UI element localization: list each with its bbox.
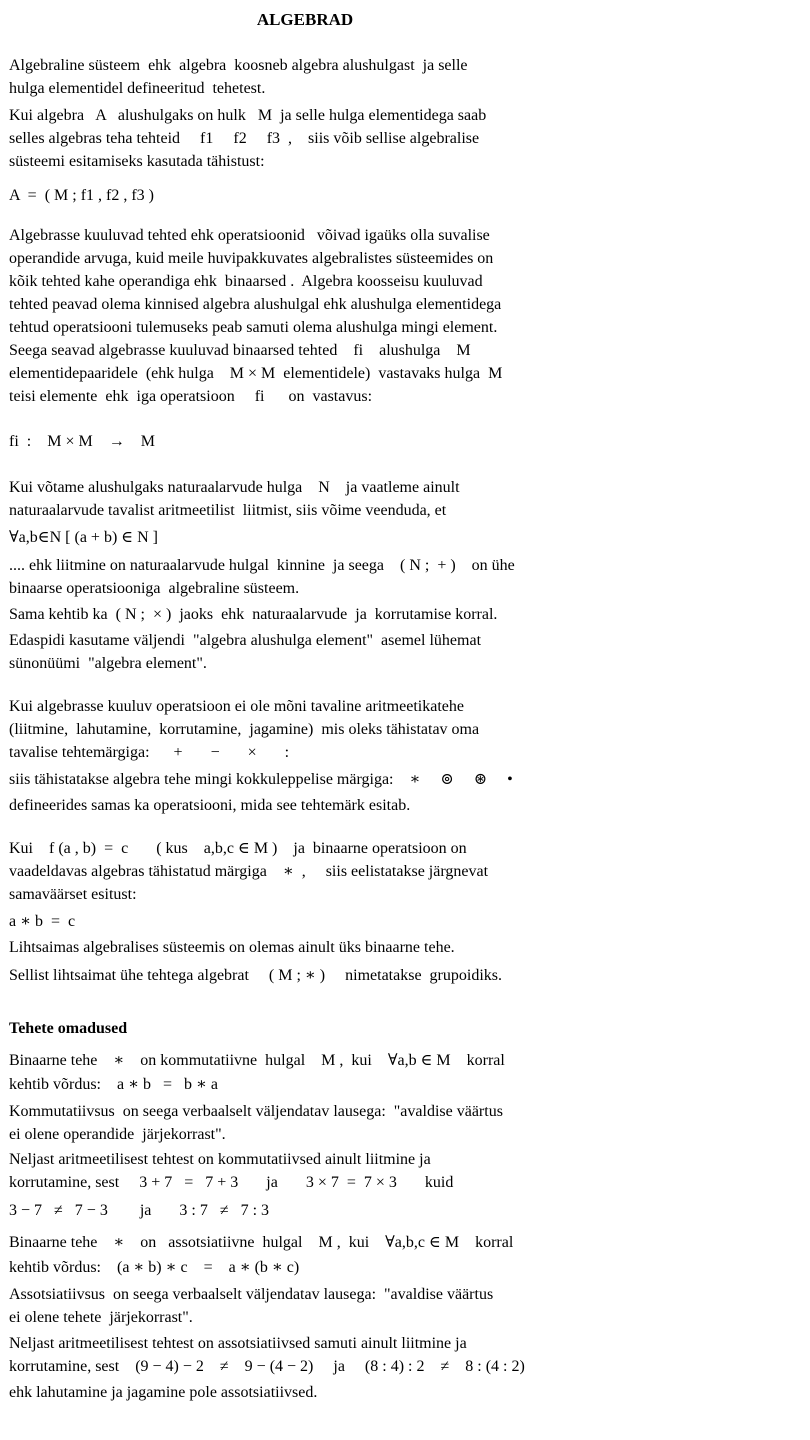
text-line: Seega seavad algebrasse kuuluvad binaarsed tehted fi alushulga M xyxy=(9,342,471,359)
text-line: selles algebras teha tehteid f1 f2 f3 , siis võib sellise algebralise xyxy=(9,130,480,147)
text-line: siis tähistatakse algebra tehe mingi kokkuleppelise märgiga: ∗ ⊚ ⊛ • xyxy=(9,771,513,788)
section-heading: Tehete omadused xyxy=(9,1020,128,1037)
text-line: kõik tehted kahe operandiga ehk binaarsed . Algebra koosseisu kuuluvad xyxy=(9,273,483,290)
text-line: naturaalarvude tavalist aritmeetilist liitmist, siis võime veenduda, et xyxy=(9,502,447,519)
text-line: samaväärset esitust: xyxy=(9,886,137,903)
text-line: teisi elemente ehk iga operatsioon fi on vastavus: xyxy=(9,388,373,405)
text-line: ei olene tehete järjekorrast". xyxy=(9,1309,193,1326)
text-line: Edaspidi kasutame väljendi "algebra alushulga element" asemel lühemat xyxy=(9,632,482,649)
text-line: a ∗ b = c xyxy=(9,913,76,930)
text-line: defineerides samas ka operatsiooni, mida see tehtemärk esitab. xyxy=(9,797,411,814)
text-line: tavalise tehtemärgiga: + − × : xyxy=(9,744,290,761)
text-line: Lihtsaimas algebralises süsteemis on olemas ainult üks binaarne tehe. xyxy=(9,939,455,956)
text-line: (liitmine, lahutamine, korrutamine, jagamine) mis oleks tähistatav oma xyxy=(9,721,480,738)
text-line: Neljast aritmeetilisest tehtest on assotsiatiivsed samuti ainult liitmine ja xyxy=(9,1335,467,1352)
page-title: ALGEBRAD xyxy=(256,10,354,29)
text-line: korrutamine, sest 3 + 7 = 7 + 3 ja 3 × 7 = 7 × 3 kuid xyxy=(9,1174,454,1191)
text-line: fi : M × M → M xyxy=(9,433,155,450)
text-line: süsteemi esitamiseks kasutada tähistust: xyxy=(9,153,265,170)
text-line: Kui f (a , b) = c ( kus a,b,c ∈ M ) ja binaarne operatsioon on xyxy=(9,840,467,857)
text-line: Binaarne tehe ∗ on kommutatiivne hulgal M , kui ∀a,b ∈ M korral xyxy=(9,1052,505,1069)
text-line: kehtib võrdus: (a ∗ b) ∗ c = a ∗ (b ∗ c) xyxy=(9,1259,300,1276)
text-line: Algebraline süsteem ehk algebra koosneb algebra alushulgast ja selle xyxy=(9,57,468,74)
text-line: .... ehk liitmine on naturaalarvude hulgal kinnine ja seega ( N ; + ) on ühe xyxy=(9,557,515,574)
text-line: Sama kehtib ka ( N ; × ) jaoks ehk naturaalarvude ja korrutamise korral. xyxy=(9,606,498,623)
text-line: Assotsiatiivsus on seega verbaalselt väljendatav lausega: "avaldise väärtus xyxy=(9,1286,494,1303)
text-line: Kui algebrasse kuuluv operatsioon ei ole mõni tavaline aritmeetikatehe xyxy=(9,698,464,715)
text-line: operandide arvuga, kuid meile huvipakkuvates algebralistes süsteemides on xyxy=(9,250,494,267)
text-line: ei olene operandide järjekorrast". xyxy=(9,1126,226,1143)
text-line: tehted peavad olema kinnised algebra alushulgal ehk alushulga elementidega xyxy=(9,296,502,313)
text-line: sünonüümi "algebra element". xyxy=(9,655,207,672)
text-line: korrutamine, sest (9 − 4) − 2 ≠ 9 − (4 − 2) ja (8 : 4) : 2 ≠ 8 : (4 : 2) xyxy=(9,1358,525,1375)
text-line: vaadeldavas algebras tähistatud märgiga ∗ , siis eelistatakse järgnevat xyxy=(9,863,489,880)
text-line: hulga elementidel defineeritud tehetest. xyxy=(9,80,266,97)
text-line: A = ( M ; f1 , f2 , f3 ) xyxy=(9,187,155,204)
text-line: binaarse operatsiooniga algebraline süsteem. xyxy=(9,580,300,597)
text-line: ehk lahutamine ja jagamine pole assotsiatiivsed. xyxy=(9,1384,318,1401)
text-line: elementidepaaridele (ehk hulga M × M elementidele) vastavaks hulga M xyxy=(9,365,503,382)
text-line: Kui algebra A alushulgaks on hulk M ja selle hulga elementidega saab xyxy=(9,107,487,124)
text-line: Algebrasse kuuluvad tehted ehk operatsioonid võivad igaüks olla suvalise xyxy=(9,227,490,244)
text-line: kehtib võrdus: a ∗ b = b ∗ a xyxy=(9,1076,218,1093)
text-line: Kui võtame alushulgaks naturaalarvude hulga N ja vaatleme ainult xyxy=(9,479,460,496)
text-line: Kommutatiivsus on seega verbaalselt väljendatav lausega: "avaldise väärtus xyxy=(9,1103,503,1120)
text-line: ∀a,b∈N [ (a + b) ∈ N ] xyxy=(9,529,158,546)
text-line: Neljast aritmeetilisest tehtest on kommutatiivsed ainult liitmine ja xyxy=(9,1151,431,1168)
text-line: 3 − 7 ≠ 7 − 3 ja 3 : 7 ≠ 7 : 3 xyxy=(9,1202,270,1219)
text-line: Binaarne tehe ∗ on assotsiatiivne hulgal M , kui ∀a,b,c ∈ M korral xyxy=(9,1234,514,1251)
text-line: tehtud operatsiooni tulemuseks peab samuti olema alushulga mingi element. xyxy=(9,319,498,336)
text-line: Sellist lihtsaimat ühe tehtega algebrat ( M ; ∗ ) nimetatakse grupoidiks. xyxy=(9,967,502,984)
